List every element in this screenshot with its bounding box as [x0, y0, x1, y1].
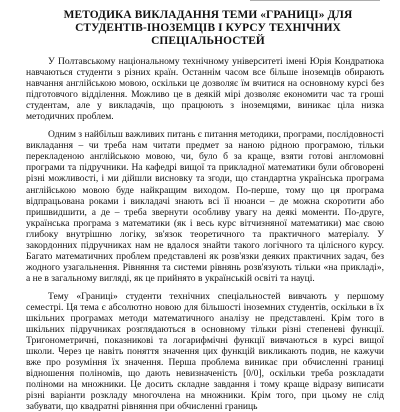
document-body [26, 56, 384, 412]
header-rule [250, 0, 380, 5]
paragraph-methodology: Одним з найбільш важливих питань є питання методики, програми, послідовності викладання – чи треба нам читати предмет за наною рідною програмою, тільки перекладеною англійською мовою, чи, було б за краще, взяти готові англомовні програми та підручники. На кафедрі вищої та прикладної математики були обговорені різні можливості, і ми дійшли висновку та згоди, що стандартна українська програма англійською мовою буде найкращим виходом. По-перше, тому що ця програма відпрацьована роками і викладачі знають всі її нюанси – де можна скоротити або пришвидшити, а де – треба звернути особливу увагу на деякі моменти. По-друге, українська програма з математики (як і весь курс вітчизняної математики) має свою глибоку внутрішню логіку, зв'язок теоретичного та практичного матеріалу. У закордонних підручниках нам не вдалося знайти такого логічного та цілісного курсу. Багато математичних проблем представлені як розв'язки деяких практичних задач, без жодного узагальнення. Рівняння та системи рівнянь розв'язують тільки «на прикладі», а не в загальному вигляді, як це прийнято в українській освіті та науці. [26, 129, 384, 284]
paragraph-intro: У Полтавському національному технічному університеті імені Юрія Кондратюка навчаються студенти з різних країн. Останнім часом все більше іноземців обирають навчання англійською мовою, оскільки це дозволяє їм вчитися на основному курсі без підготовчого відділення. Можливо це в деякій мірі дозволяє економити час та гроші студентам, але у викладачів, що працюють з іноземцями, виникає ціла низка методичних проблем. [26, 56, 384, 123]
paragraph-limits-topic: Тему «Границі» студенти технічних спеціальностей вивчають у першому семестрі. Ця тема є абсолютно новою для більшості іноземних студентів, оскільки в їх шкільних програмах методи математичного аналізу не представлені. Крім того в шкільних підручниках розглядаються в основному тільки різні степеневі функції. Тригонометричні, показникові та логарифмічні функції вивчаються в курсі вищої школи. Через це навіть поняття значення цих функцій викликають подив, не кажучи вже про розуміння їх значення. Перша проблема виникає при обчисленні границі відношення поліномів, що дають невизначеність [0/0], оскільки треба розкладати поліноми на множники. Це досить складне завдання і тому краще відразу виписати різні варіанти розкладу многочлена на множники. Крім того, при цьому не слід забувати, що квадратні рівняння при обчисленні границь [26, 290, 384, 412]
document-title: МЕТОДИКА ВИКЛАДАННЯ ТЕМИ «ГРАНИЦІ» ДЛЯ СТУДЕНТІВ-ІНОЗЕМЦІВ І КУРСУ ТЕХНІЧНИХ СПЕЦІАЛЬНОСТЕЙ [63, 9, 353, 47]
